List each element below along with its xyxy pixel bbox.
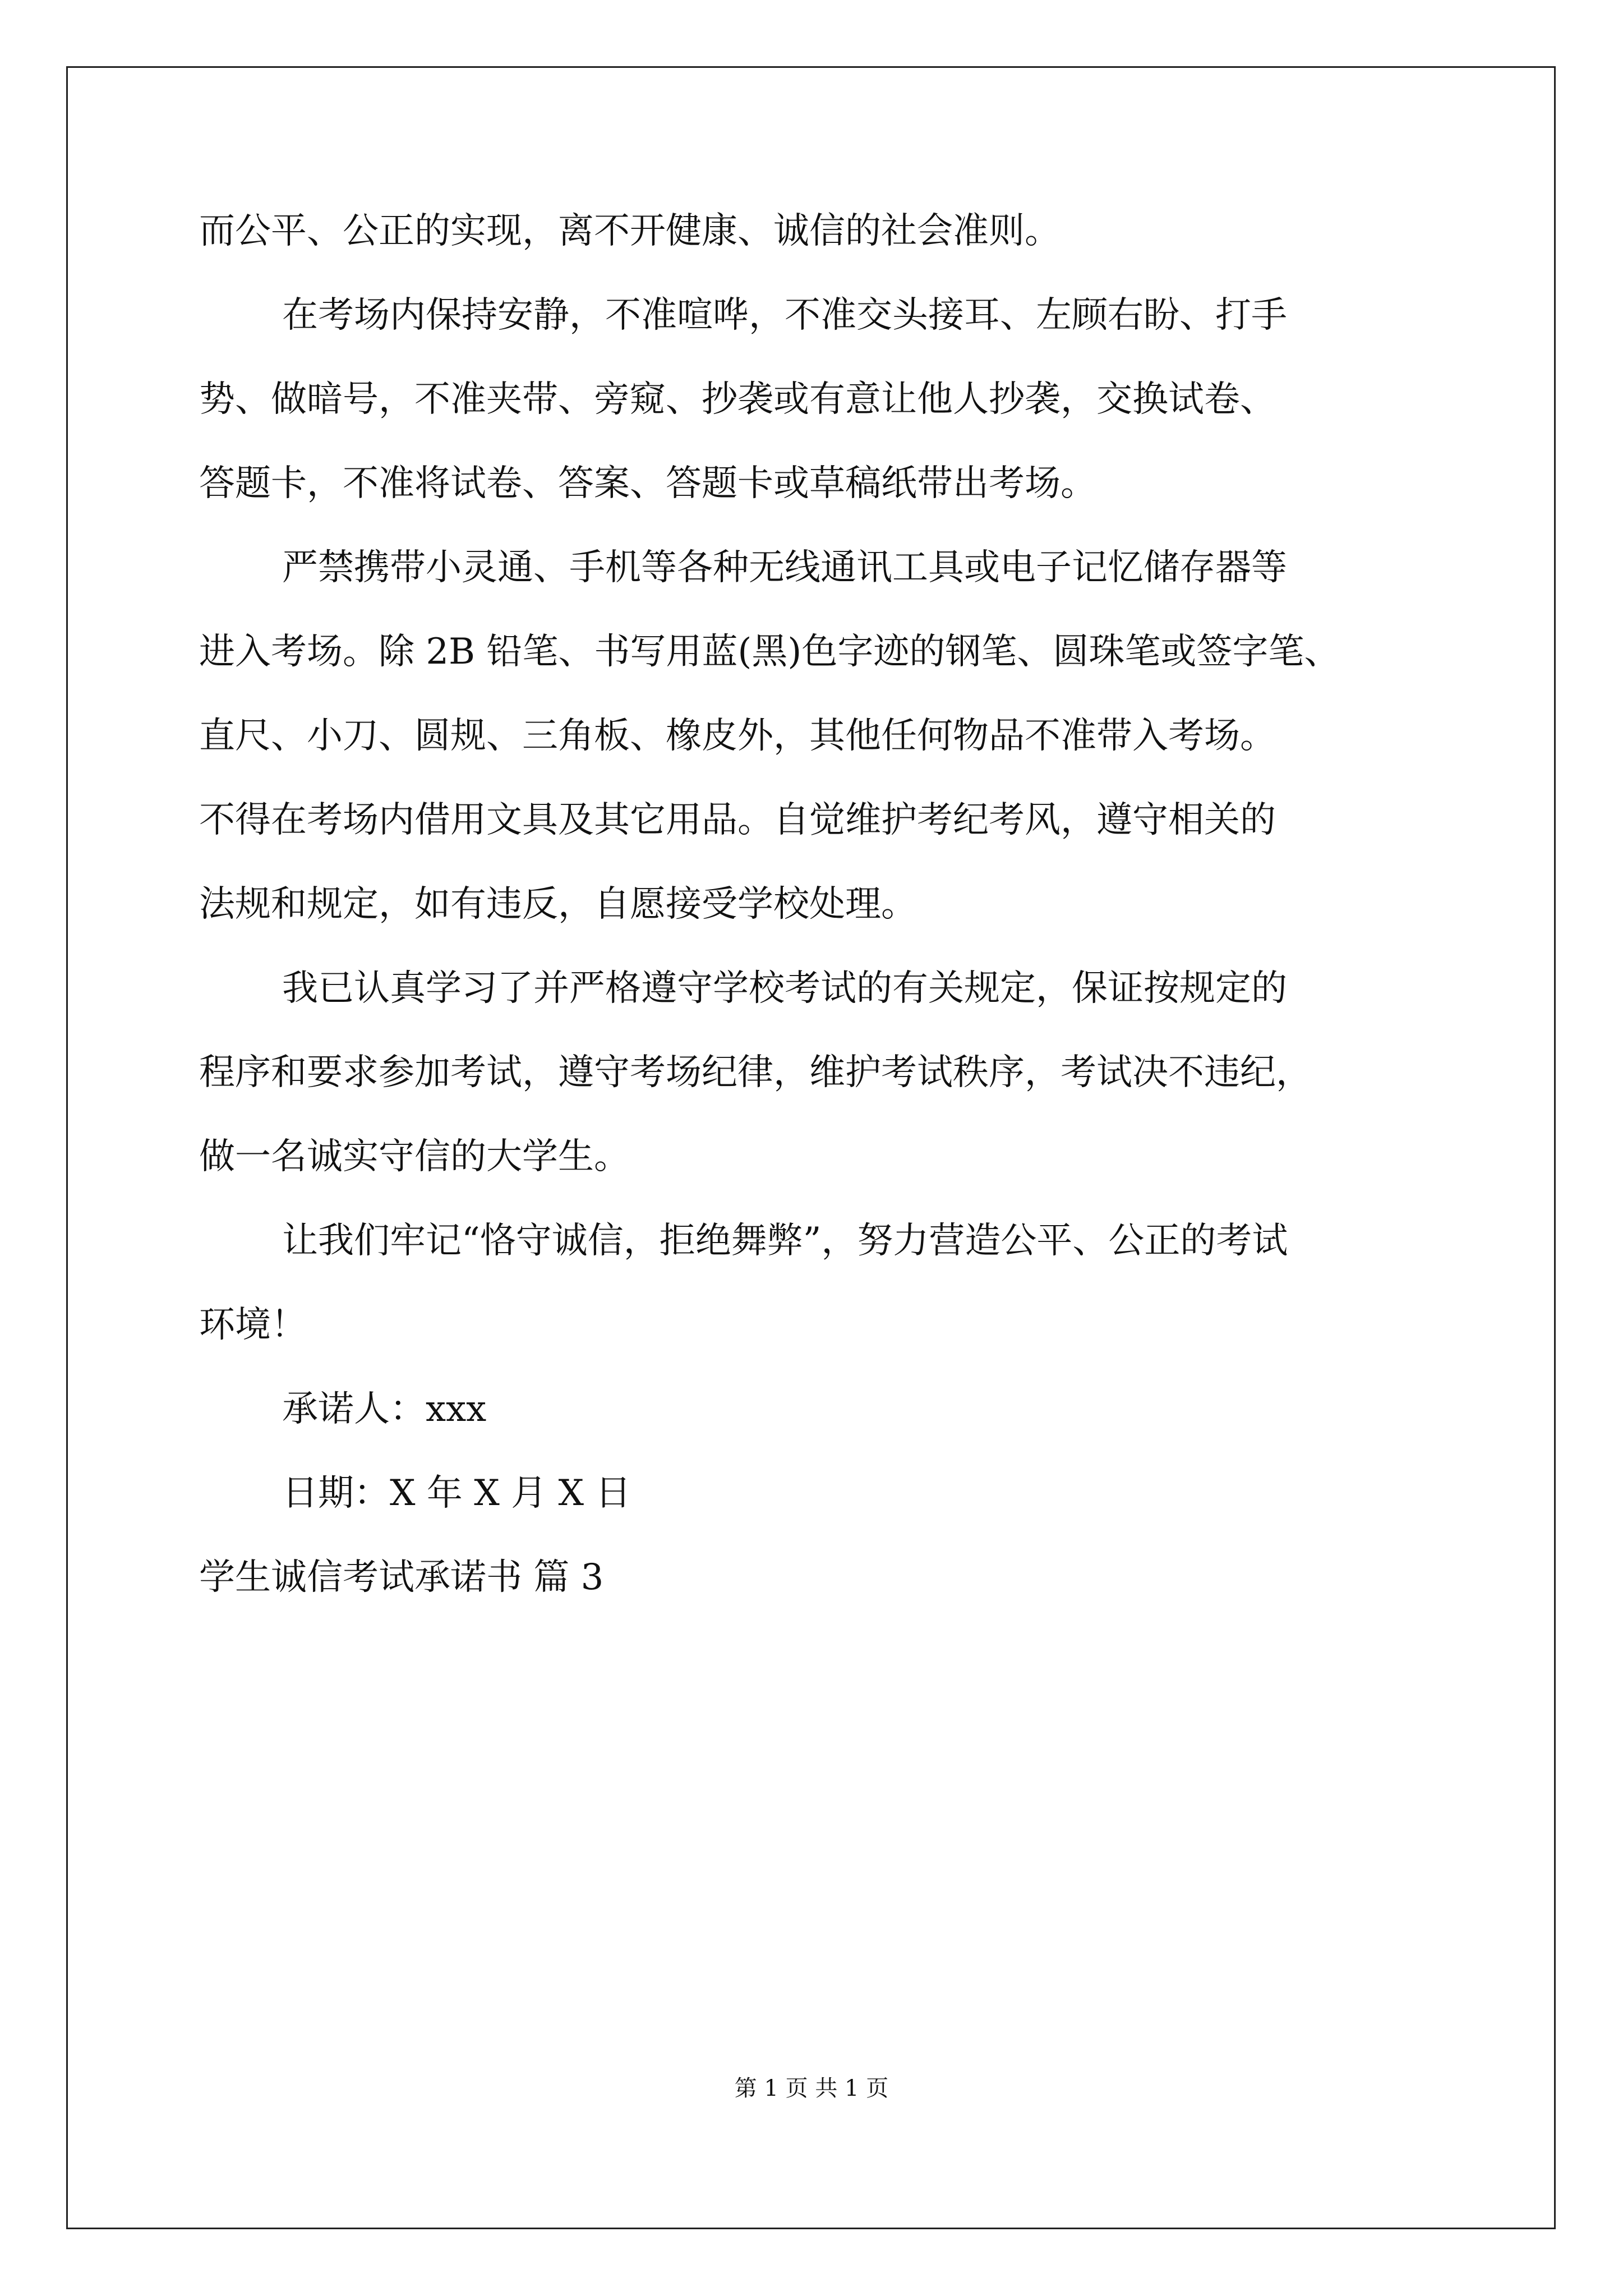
paragraph-line: 而公平、公正的实现，离不开健康、诚信的社会准则。 xyxy=(199,210,1061,252)
page-footer: 第 1 页 共 1 页 xyxy=(734,2076,889,2101)
paragraph-line: 进入考场。除 2B 铅笔、书写用蓝(黑)色字迹的钢笔、圆珠笔或签字笔、 xyxy=(199,631,1340,673)
paragraph-line: 严禁携带小灵通、手机等各种无线通讯工具或电子记忆储存器等 xyxy=(282,547,1287,588)
paragraph-line: 在考场内保持安静，不准喧哗，不准交头接耳、左顾右盼、打手 xyxy=(282,295,1287,336)
paragraph-line: 让我们牢记“恪守诚信，拒绝舞弊”，努力营造公平、公正的考试 xyxy=(282,1220,1288,1262)
date-line: 日期：X 年 X 月 X 日 xyxy=(282,1473,631,1514)
signature-line: 承诺人：xxx xyxy=(282,1388,487,1430)
paragraph-line: 不得在考场内借用文具及其它用品。自觉维护考纪考风，遵守相关的 xyxy=(199,799,1276,841)
paragraph-line: 我已认真学习了并严格遵守学校考试的有关规定，保证按规定的 xyxy=(282,968,1287,1009)
paragraph-line: 环境！ xyxy=(199,1304,307,1346)
paragraph-line: 直尺、小刀、圆规、三角板、橡皮外，其他任何物品不准带入考场。 xyxy=(199,715,1276,757)
section-heading: 学生诚信考试承诺书 篇 3 xyxy=(199,1557,604,1598)
paragraph-line: 法规和规定，如有违反，自愿接受学校处理。 xyxy=(199,884,917,925)
paragraph-line: 做一名诚实守信的大学生。 xyxy=(199,1136,630,1177)
paragraph-line: 答题卡，不准将试卷、答案、答题卡或草稿纸带出考场。 xyxy=(199,463,1096,504)
paragraph-line: 势、做暗号，不准夹带、旁窥、抄袭或有意让他人抄袭，交换试卷、 xyxy=(199,379,1276,420)
paragraph-line: 程序和要求参加考试，遵守考场纪律，维护考试秩序，考试决不违纪， xyxy=(199,1052,1312,1093)
